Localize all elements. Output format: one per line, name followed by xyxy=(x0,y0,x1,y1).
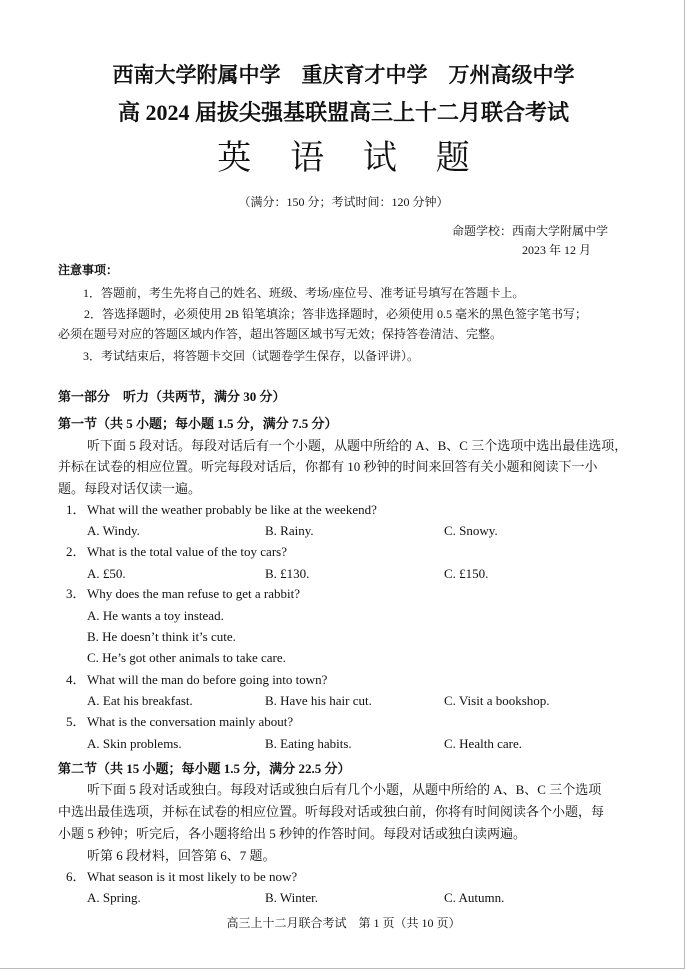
option-b: B. Have his hair cut. xyxy=(265,693,372,708)
section1-instructions: 题。每段对话仅读一遍。 xyxy=(58,481,202,496)
section1-instructions: 听下面 5 段对话。每段对话后有一个小题，从题中所给的 A、B、C 三个选项中选出最佳选项， xyxy=(87,438,628,453)
note-item: 1．答题前，考生先将自己的姓名、班级、考场/座位号、准考证号填写在答题卡上。 xyxy=(83,286,525,300)
score-time: （满分：150 分；考试时间：120 分钟） xyxy=(238,195,449,209)
question-text: What is the total value of the toy cars? xyxy=(87,544,287,559)
page-footer: 高三上十二月联合考试 第 1 页（共 10 页） xyxy=(226,916,461,930)
section2-instructions: 小题 5 秒钟；听完后，各小题将给出 5 秒钟的作答时间。每段对话或独白读两遍。 xyxy=(58,826,527,841)
option-a: A. Skin problems. xyxy=(87,736,182,751)
question-number: 6． xyxy=(66,869,86,884)
question-number: 2． xyxy=(66,544,86,559)
school-names: 西南大学附属中学 重庆育才中学 万州高级中学 xyxy=(112,63,575,87)
question-number: 1． xyxy=(66,502,86,517)
setter-school: 命题学校：西南大学附属中学 xyxy=(452,224,609,238)
option-a: A. £50. xyxy=(87,566,126,581)
exam-date: 2023 年 12 月 xyxy=(522,243,592,257)
question-number: 4． xyxy=(66,672,86,687)
notes-title: 注意事项： xyxy=(58,263,119,277)
subject-title: 英 语 试 题 xyxy=(217,138,484,178)
option-b: B. £130. xyxy=(265,566,310,581)
option-c: C. £150. xyxy=(444,566,489,581)
option-b: B. Eating habits. xyxy=(265,736,352,751)
option-b: B. Rainy. xyxy=(265,523,314,538)
note-item: 3．考试结束后，将答题卡交回（试题卷学生保存，以备评讲）。 xyxy=(83,349,420,363)
option-c: C. Autumn. xyxy=(444,890,505,905)
question-text: Why does the man refuse to get a rabbit? xyxy=(87,586,300,601)
option-c: C. He’s got other animals to take care. xyxy=(87,650,286,665)
option-b: B. Winter. xyxy=(265,890,319,905)
section2-title: 第二节（共 15 小题；每小题 1.5 分，满分 22.5 分） xyxy=(58,761,351,776)
question-text: What will the man do before going into town? xyxy=(87,672,328,687)
question-text: What will the weather probably be like at the weekend? xyxy=(87,502,377,517)
question-text: What season is it most likely to be now? xyxy=(87,869,298,884)
option-a: A. Windy. xyxy=(87,523,140,538)
section2-instructions: 中选出最佳选项，并标在试卷的相应位置。听每段对话或独白前，你将有时间阅读各个小题，每 xyxy=(58,804,605,819)
section2-instructions: 听下面 5 段对话或独白。每段对话或独白后有几个小题，从题中所给的 A、B、C 三个选项 xyxy=(87,782,602,797)
option-c: C. Health care. xyxy=(444,736,522,751)
option-c: C. Snowy. xyxy=(444,523,498,538)
part1-title: 第一部分 听力（共两节，满分 30 分） xyxy=(58,389,286,404)
option-b: B. He doesn’t think it’s cute. xyxy=(87,629,236,644)
material-note: 听第 6 段材料，回答第 6、7 题。 xyxy=(87,848,276,863)
note-item: 必须在题号对应的答题区域内作答，超出答题区域书写无效；保持答卷清洁、完整。 xyxy=(58,327,503,341)
option-a: A. Eat his breakfast. xyxy=(87,693,193,708)
section1-title: 第一节（共 5 小题；每小题 1.5 分，满分 7.5 分） xyxy=(58,416,338,431)
note-item: 2．答选择题时，必须使用 2B 铅笔填涂；答非选择题时，必须使用 0.5 毫米的黑色签字笔书写； xyxy=(84,307,588,321)
question-number: 5． xyxy=(66,714,86,729)
question-text: What is the conversation mainly about? xyxy=(87,714,294,729)
option-c: C. Visit a bookshop. xyxy=(444,693,550,708)
question-number: 3． xyxy=(66,586,86,601)
option-a: A. Spring. xyxy=(87,890,141,905)
option-a: A. He wants a toy instead. xyxy=(87,608,224,623)
section1-instructions: 并标在试卷的相应位置。听完每段对话后，你都有 10 秒钟的时间来回答有关小题和阅读下一小 xyxy=(58,459,598,474)
exam-title: 高 2024 届拔尖强基联盟高三上十二月联合考试 xyxy=(117,100,569,125)
